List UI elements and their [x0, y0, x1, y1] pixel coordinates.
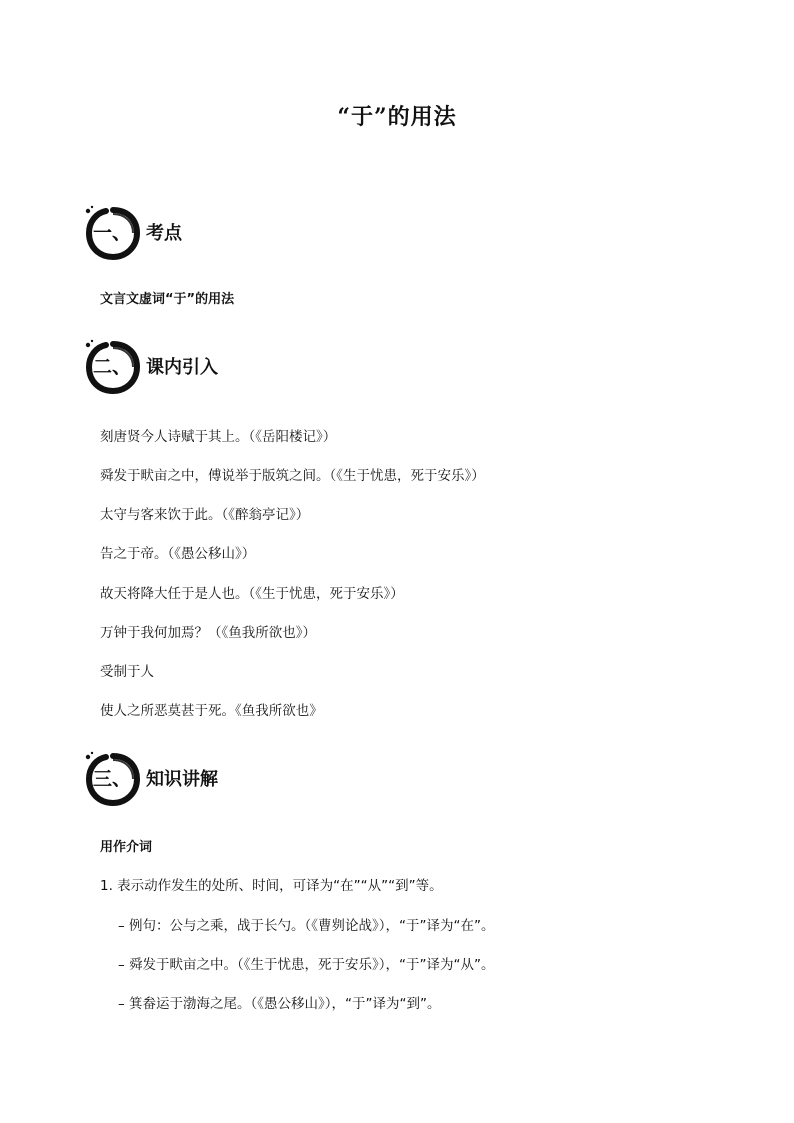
page-title: “于”的用法	[337, 104, 457, 130]
intro-line: 太守与客来饮于此。（《醉翁亭记》）	[100, 507, 310, 523]
section-header-intro	[84, 338, 684, 400]
intro-line: 万钟于我何加焉？（《鱼我所欲也》）	[100, 625, 316, 641]
kaodian-text: 文言文虚词“于”的用法	[100, 292, 235, 307]
section-title: 知识讲解	[146, 769, 218, 790]
section-title: 考点	[146, 223, 182, 244]
section-header-knowledge	[84, 750, 684, 812]
knowledge-point: 1. 表示动作发生的处所、时间，可译为“在”“从”“到”等。	[100, 878, 443, 894]
knowledge-example: – 例句：公与之乘，战于长勺。（《曹刿论战》），“于”译为“在”。	[118, 918, 495, 934]
intro-line: 告之于帝。（《愚公移山》）	[100, 546, 256, 562]
intro-line: 使人之所恶莫甚于死。《鱼我所欲也》	[100, 703, 323, 719]
intro-line: 受制于人	[100, 664, 154, 680]
section-number: 二、	[92, 356, 131, 378]
knowledge-subheading: 用作介词	[100, 840, 153, 855]
section-header-kaodian	[84, 204, 684, 266]
knowledge-example: – 箕畚运于渤海之尾。（《愚公移山》），“于”译为“到”。	[118, 996, 441, 1012]
intro-line: 刻唐贤今人诗赋于其上。（《岳阳楼记》）	[100, 429, 337, 445]
section-number: 一、	[92, 222, 131, 244]
intro-line: 故天将降大任于是人也。（《生于忧患，死于安乐》）	[100, 586, 404, 602]
intro-line: 舜发于畎亩之中，傅说举于版筑之间。（《生于忧患，死于安乐》）	[100, 468, 485, 484]
section-number: 三、	[92, 768, 131, 790]
knowledge-example: – 舜发于畎亩之中。（《生于忧患，死于安乐》），“于”译为“从”。	[118, 957, 495, 973]
section-title: 课内引入	[146, 357, 218, 378]
